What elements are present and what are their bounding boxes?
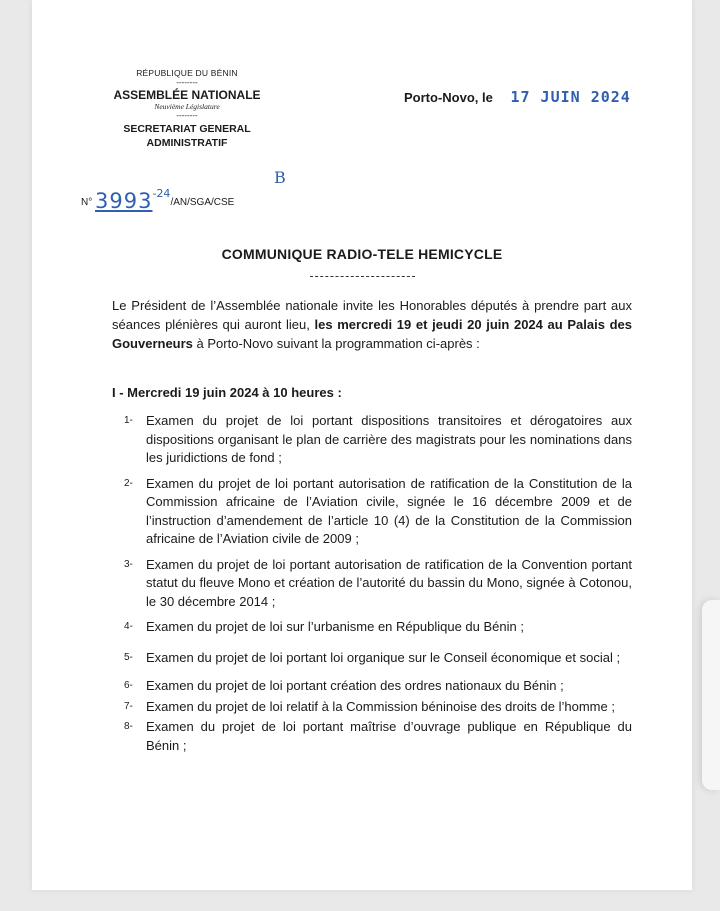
- item-text: Examen du projet de loi relatif à la Commission béninoise des droits de l’homme ;: [146, 698, 615, 714]
- title-divider: [310, 276, 415, 277]
- document-page: [32, 0, 692, 890]
- reference-code: /AN/SGA/CSE: [170, 197, 235, 208]
- secretariat-line-1: SECRETARIAT GENERAL: [123, 123, 251, 135]
- reference-prefix: N°: [81, 197, 93, 208]
- intro-paragraph: [112, 296, 632, 353]
- item-text: Examen du projet de loi portant création des ordres nationaux du Bénin ;: [146, 678, 564, 693]
- reference-number: [81, 168, 286, 213]
- document-title: COMMUNIQUE RADIO-TELE HEMICYCLE: [221, 246, 503, 262]
- letterhead: [102, 68, 272, 150]
- intro-bold-text: les mercredi 19 et jeudi 20 juin 2024 au Palais des Gouverneurs: [112, 317, 633, 351]
- item-number: 2-: [124, 477, 133, 489]
- item-text: Examen du projet de loi portant loi organique sur le Conseil économique et social ;: [146, 649, 621, 665]
- list-item: [124, 618, 632, 637]
- item-number: 8-: [124, 721, 133, 732]
- handwritten-number: 3993: [95, 189, 153, 213]
- item-text: Examen du projet de loi portant dispositions transitoires et dérogatoires aux dispositions organisant le plan de carrière des magistrats pour les nominations dans les juridictions de fond ;: [146, 413, 632, 465]
- list-item: [124, 556, 632, 612]
- list-item: [124, 412, 632, 468]
- legislature-label: Neuvième Législature: [154, 102, 220, 111]
- item-number: 3-: [124, 558, 133, 570]
- handwritten-letter: B: [274, 168, 286, 187]
- republic-label: RÉPUBLIQUE DU BÉNIN: [136, 68, 238, 78]
- place-label: Porto-Novo, le: [404, 90, 493, 105]
- item-number: 7-: [124, 700, 133, 712]
- item-number: 6-: [124, 680, 133, 691]
- separator: --------: [176, 78, 198, 87]
- item-text: Examen du projet de loi portant maîtrise d’ouvrage publique en République du Bénin ;: [146, 719, 632, 753]
- list-item: [124, 677, 632, 696]
- list-item: [124, 475, 632, 549]
- separator: --------: [176, 111, 198, 120]
- place-date: [404, 88, 631, 106]
- item-text: Examen du projet de loi portant autorisation de ratification de la Constitution de la Commission africaine de l’Aviation civile, signée le 16 décembre 2009 et de l’instruction d’amendement de l’article 10 (4) de la Constitution de la Commission africaine de l’Aviation civile de 2009 ;: [146, 475, 632, 546]
- list-item: [124, 718, 632, 755]
- handwritten-suffix: -24: [152, 187, 171, 200]
- intro-text: Le Président de l’Assemblée nationale invite les Honorables députés à prendre part aux séances plénières qui auront lieu,: [112, 298, 632, 332]
- assembly-name: ASSEMBLÉE NATIONALE: [113, 88, 261, 102]
- secretariat-line-2: ADMINISTRATIF: [146, 137, 228, 149]
- item-number: 5-: [124, 651, 133, 663]
- list-item: [124, 649, 632, 668]
- list-item: [124, 698, 632, 717]
- date-stamp: 17 JUIN 2024: [510, 88, 631, 106]
- item-text: Examen du projet de loi sur l’urbanisme en République du Bénin ;: [146, 619, 524, 634]
- section-heading: I - Mercredi 19 juin 2024 à 10 heures :: [112, 385, 342, 400]
- item-number: 4-: [124, 621, 133, 632]
- item-number: 1-: [124, 415, 133, 426]
- side-scroll-handle[interactable]: [702, 600, 720, 790]
- intro-text-end: à Porto-Novo suivant la programmation ci-après :: [192, 336, 480, 351]
- agenda-list: [124, 412, 632, 762]
- item-text: Examen du projet de loi portant autorisation de ratification de la Convention portant statut du fleuve Mono et création de l’autorité du bassin du Mono, signée à Cotonou, le 30 décembre 2014 ;: [146, 556, 632, 609]
